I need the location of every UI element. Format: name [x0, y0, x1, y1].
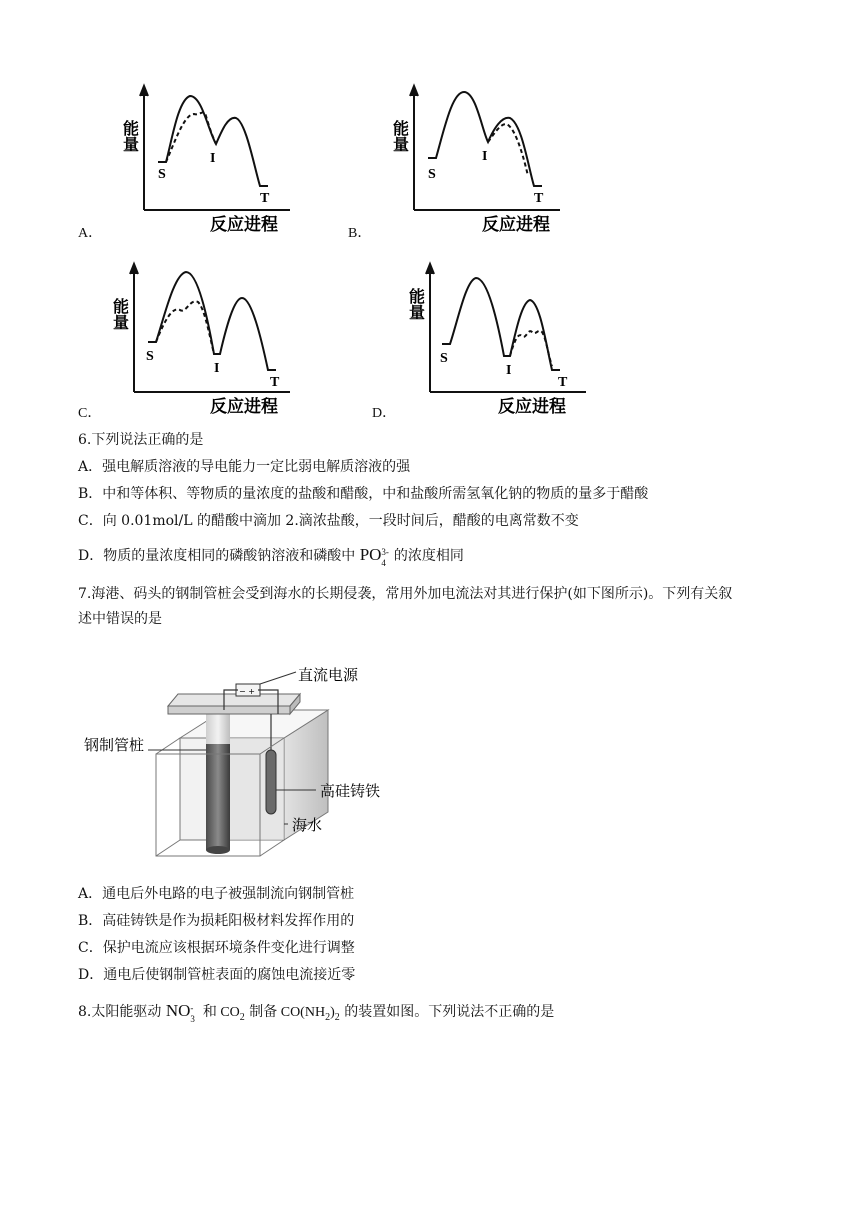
svg-text:− +: − +	[239, 687, 255, 696]
point-t-label: T	[270, 375, 280, 390]
label-anode: 高硅铸铁	[320, 782, 381, 800]
label-seawater: 海水	[292, 816, 323, 834]
q6-option-a: A．强电解质溶液的导电能力一定比弱电解质溶液的强	[78, 459, 411, 475]
q6-option-d-text: D．物质的量浓度相同的磷酸钠溶液和磷酸中	[78, 548, 356, 564]
point-t-label: T	[534, 191, 544, 206]
y-axis-label: 能量	[406, 288, 426, 320]
q7-stem-line2: 述中错误的是	[78, 611, 162, 627]
q6-option-b: B．中和等体积、等物质的量浓度的盐酸和醋酸，中和盐酸所需氢氧化钠的物质的量多于醋酸	[78, 486, 649, 502]
y-axis-label: 能量	[110, 298, 130, 330]
q8-stem-end: 的装置如图。下列说法不正确的是	[344, 1004, 555, 1020]
q8-stem	[78, 1000, 554, 1028]
x-axis-label: 反应进程	[482, 215, 550, 235]
point-i-label: I	[214, 361, 220, 376]
q8-stem-co2: 和 CO	[202, 1005, 240, 1020]
q7-option-a: A．通电后外电路的电子被强制流向钢制管桩	[78, 886, 355, 902]
q6-stem: 6.下列说法正确的是	[78, 432, 204, 448]
nitrate-ion-subscript: 3	[190, 1014, 195, 1024]
energy-graph-b	[370, 80, 570, 240]
x-axis-label: 反应进程	[498, 397, 566, 417]
phosphate-ion-subscript: 4	[381, 558, 386, 568]
label-steel-pile: 钢制管桩	[84, 736, 145, 754]
option-a-letter: A．	[78, 226, 103, 241]
energy-graph-d	[396, 258, 596, 418]
point-i-label: I	[506, 363, 512, 378]
label-power-supply: 直流电源	[298, 666, 359, 684]
point-i-label: I	[210, 151, 216, 166]
nitrate-ion-charge: -	[190, 1003, 194, 1013]
option-d-letter: D．	[372, 406, 397, 421]
point-s-label: S	[158, 167, 166, 182]
x-axis-label: 反应进程	[210, 397, 278, 417]
q7-option-b: B．高硅铸铁是作为损耗阳极材料发挥作用的	[78, 913, 355, 929]
q6-option-d-tail: 的浓度相同	[393, 548, 464, 564]
q7-option-c: C．保护电流应该根据环境条件变化进行调整	[78, 940, 355, 956]
cathodic-protection-figure	[78, 650, 408, 870]
q8-stem-urea: 制备 CO(NH	[249, 1005, 326, 1020]
nitrate-ion	[165, 1001, 199, 1024]
q6-option-c: C．向 0.01mol/L 的醋酸中滴加 2.滴浓盐酸，一段时间后，醋酸的电离常数不变	[78, 513, 579, 529]
y-axis-label: 能量	[120, 120, 140, 152]
q7-option-d: D．通电后使钢制管桩表面的腐蚀电流接近零	[78, 967, 356, 983]
y-axis-label: 能量	[390, 120, 410, 152]
q7-stem-line1: 7.海港、码头的钢制管桩会受到海水的长期侵袭，常用外加电流法对其进行保护(如下图所示)。下列有关叙	[78, 586, 733, 602]
point-i-label: I	[482, 149, 488, 164]
phosphate-ion-charge: 3-	[381, 547, 389, 557]
nitrate-ion-base: NO	[165, 1001, 191, 1020]
option-c-letter: C．	[78, 406, 102, 421]
q6-option-d	[78, 544, 464, 566]
energy-graph-c	[100, 258, 300, 418]
q8-stem-start: 8.太阳能驱动	[78, 1004, 162, 1020]
point-t-label: T	[260, 191, 270, 206]
point-t-label: T	[558, 375, 568, 390]
q8-co2-subscript: 2	[239, 1011, 245, 1023]
energy-graph-a	[100, 80, 300, 240]
phosphate-ion-base: PO	[359, 545, 382, 564]
q8-urea-subscript-1: 2	[325, 1011, 331, 1023]
phosphate-ion	[359, 545, 390, 568]
point-s-label: S	[440, 351, 448, 366]
point-s-label: S	[428, 167, 436, 182]
x-axis-label: 反应进程	[210, 215, 278, 235]
point-s-label: S	[146, 349, 154, 364]
q8-urea-paren: )	[330, 1005, 335, 1020]
q8-urea-subscript-2: 2	[334, 1011, 340, 1023]
option-b-letter: B．	[348, 226, 372, 241]
